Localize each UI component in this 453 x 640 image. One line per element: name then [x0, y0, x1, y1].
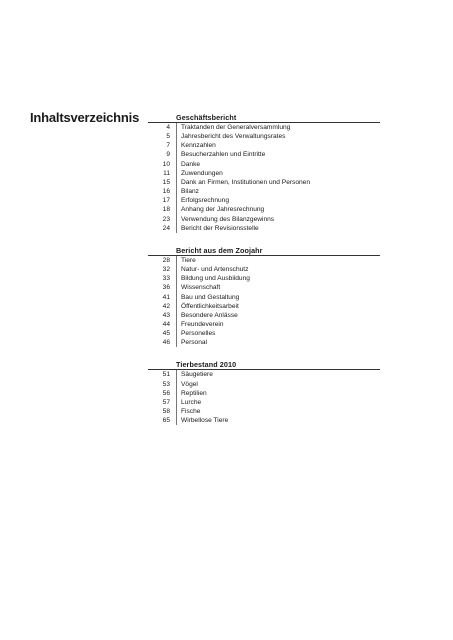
toc-entry[interactable]	[148, 338, 380, 347]
table-of-contents	[148, 113, 380, 438]
toc-entry[interactable]	[148, 123, 380, 132]
toc-section	[148, 246, 380, 348]
toc-entry[interactable]	[148, 160, 380, 169]
entry-label: Tiere	[181, 256, 196, 264]
entry-label: Besondere Anlässe	[181, 311, 238, 319]
page-title: Inhaltsverzeichnis	[30, 110, 140, 125]
page-number: 32	[148, 265, 177, 274]
entry-label: Bericht der Revisionsstelle	[181, 224, 259, 232]
page-number: 46	[148, 338, 177, 347]
page-number: 9	[148, 150, 177, 159]
entry-label: Traktanden der Generalversammlung	[181, 124, 291, 131]
entry-label: Verwendung des Bilanzgewinns	[181, 215, 275, 223]
page-number: 45	[148, 329, 177, 338]
toc-entry[interactable]	[148, 150, 380, 159]
entry-label: Bildung und Ausbildung	[181, 275, 250, 283]
entry-label: Lurche	[181, 398, 202, 406]
page-number: 18	[148, 205, 177, 214]
page-number: 16	[148, 187, 177, 196]
page-number: 57	[148, 398, 177, 407]
entry-label: Danke	[181, 160, 201, 168]
page-number: 15	[148, 178, 177, 187]
toc-entry[interactable]	[148, 141, 380, 150]
toc-entry[interactable]	[148, 320, 380, 329]
page-number: 10	[148, 160, 177, 169]
section-title: Geschäftsbericht	[148, 113, 380, 123]
entry-label: Säugetiere	[181, 371, 213, 379]
page-number: 58	[148, 407, 177, 416]
page-number: 65	[148, 416, 177, 425]
toc-entry[interactable]	[148, 215, 380, 224]
entry-label: Besucherzahlen und Eintritte	[181, 151, 266, 159]
toc-entry[interactable]	[148, 224, 380, 233]
toc-entry[interactable]	[148, 389, 380, 398]
toc-entry[interactable]	[148, 293, 380, 302]
toc-entry[interactable]	[148, 398, 380, 407]
page-number: 56	[148, 389, 177, 398]
toc-entry[interactable]	[148, 265, 380, 274]
toc-entry[interactable]	[148, 187, 380, 196]
page-number: 42	[148, 302, 177, 311]
entry-label: Zuwendungen	[181, 169, 223, 177]
entry-label: Anhang der Jahresrechnung	[181, 206, 265, 214]
page-number: 36	[148, 283, 177, 292]
page-number: 5	[148, 132, 177, 141]
entry-label: Freundeverein	[181, 320, 224, 328]
entry-label: Bau und Gestaltung	[181, 293, 240, 301]
page-number: 53	[148, 380, 177, 389]
section-title: Tierbestand 2010	[148, 360, 380, 370]
toc-entry[interactable]	[148, 329, 380, 338]
page-number: 41	[148, 293, 177, 302]
entry-label: Jahresbericht des Verwaltungsrates	[181, 133, 286, 141]
toc-entry[interactable]	[148, 196, 380, 205]
page-number: 28	[148, 256, 177, 265]
entry-label: Öffentlichkeitsarbeit	[181, 302, 239, 310]
entry-label: Personal	[181, 339, 208, 347]
page-number: 23	[148, 215, 177, 224]
page-number: 51	[148, 370, 177, 379]
toc-entry[interactable]	[148, 416, 380, 425]
page-number: 4	[148, 123, 177, 132]
entry-label: Fische	[181, 408, 201, 416]
toc-entry[interactable]	[148, 283, 380, 292]
toc-entry[interactable]	[148, 256, 380, 265]
entry-label: Vögel	[181, 380, 198, 388]
toc-entry[interactable]	[148, 178, 380, 187]
page-number: 43	[148, 311, 177, 320]
page-number: 7	[148, 141, 177, 150]
entry-label: Natur- und Artenschutz	[181, 266, 249, 274]
entry-label: Personelles	[181, 330, 216, 338]
toc-entry[interactable]	[148, 274, 380, 283]
toc-entry[interactable]	[148, 407, 380, 416]
page-number: 24	[148, 224, 177, 233]
entry-label: Kennzahlen	[181, 142, 216, 150]
page-number: 44	[148, 320, 177, 329]
section-title: Bericht aus dem Zoojahr	[148, 246, 380, 256]
toc-entry[interactable]	[148, 132, 380, 141]
toc-entry[interactable]	[148, 311, 380, 320]
entry-label: Bilanz	[181, 188, 199, 196]
entry-label: Dank an Firmen, Institutionen und Personen	[181, 178, 311, 186]
page-number: 11	[148, 169, 177, 178]
entry-label: Reptilien	[181, 389, 207, 397]
toc-section	[148, 360, 380, 425]
toc-entry[interactable]	[148, 380, 380, 389]
entry-label: Wirbellose Tiere	[181, 417, 229, 425]
page-number: 17	[148, 196, 177, 205]
entry-label: Erfolgsrechnung	[181, 197, 230, 205]
toc-entry[interactable]	[148, 370, 380, 379]
toc-entry[interactable]	[148, 302, 380, 311]
toc-section	[148, 113, 380, 233]
page-number: 33	[148, 274, 177, 283]
toc-entry[interactable]	[148, 205, 380, 214]
toc-entry[interactable]	[148, 169, 380, 178]
entry-label: Wissenschaft	[181, 284, 221, 292]
